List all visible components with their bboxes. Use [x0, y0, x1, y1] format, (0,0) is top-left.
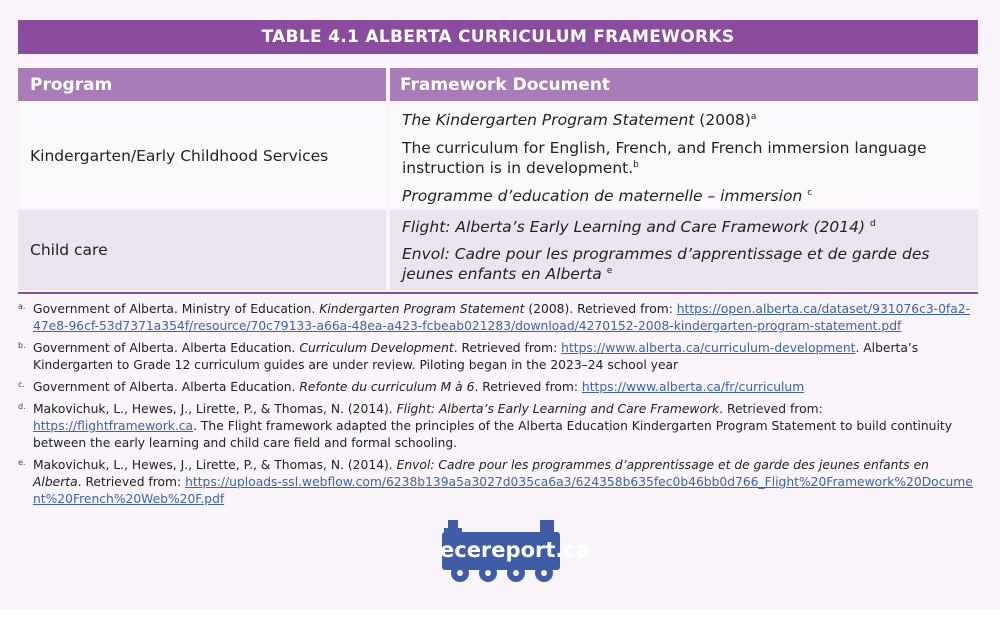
footnote-text: . Retrieved from:: [474, 380, 582, 394]
footnote-marker: c.: [18, 380, 25, 389]
program-label: Child care: [30, 241, 108, 259]
footnote-ref: d: [870, 218, 876, 229]
footnote-link[interactable]: https://www.alberta.ca/curriculum-development: [561, 341, 856, 355]
table-title: TABLE 4.1 ALBERTA CURRICULUM FRAMEWORKS: [18, 20, 978, 54]
footnote-ref: c: [807, 187, 813, 198]
footnote-text: Government of Alberta. Ministry of Education.: [33, 302, 320, 316]
row-child-care-program: [18, 210, 386, 290]
footnote-ref: e: [606, 265, 613, 276]
footnote-link[interactable]: https://open.alberta.ca/dataset/931076c3-0fa2-47e8-96cf-53d7371a354f/resource/70c79133-a66a-48ea-a423-fcbeab021283/download/4270152-2008-kindergarten-program-statement.pdf: [33, 302, 971, 333]
footnote-text: . Alberta’s Kindergarten to Grade 12 curriculum guides are under review. Piloting began in the 2023–24 school year: [33, 341, 919, 372]
footnote-title: Flight: Alberta’s Early Learning and Care Framework: [396, 402, 720, 416]
document-entry: [402, 110, 966, 130]
footnote-ref: a: [750, 111, 757, 122]
document-entry: [402, 138, 966, 178]
footnote-d: [18, 401, 973, 452]
footnote-text: Government of Alberta. Alberta Education.: [33, 341, 300, 355]
footnote-b: [18, 340, 973, 374]
document-year: (2008): [694, 111, 751, 129]
document-text: The curriculum for English, French, and French immersion language instruction is in development.: [402, 139, 927, 177]
row-kindergarten-program: [18, 104, 386, 208]
document-title: Flight: Alberta’s Early Learning and Care Framework (2014): [402, 218, 866, 236]
row-kindergarten-documents: [390, 104, 978, 208]
footnote-text: . The Flight framework adapted the principles of the Alberta Education Kindergarten Program Statement to build continuity between the early learning and child care field and formal schooling.: [33, 419, 952, 450]
table-bottom-rule: [18, 292, 978, 294]
footnotes: [18, 301, 973, 513]
footnote-title: Curriculum Development: [299, 341, 454, 355]
header-program: Program: [18, 68, 386, 101]
document-title: The Kindergarten Program Statement: [402, 111, 695, 129]
footnote-marker: e.: [18, 458, 26, 467]
document-title: Programme d’education de maternelle – immersion: [402, 187, 803, 205]
document-entry: [402, 186, 966, 206]
footnote-link[interactable]: https://uploads-ssl.webflow.com/6238b139a5a3027d035ca6a3/624358b635fec0b46bb0d766_Flight%20Framework%20Document%20French%20Web%20F.pdf: [33, 475, 973, 506]
footnote-text: Government of Alberta. Alberta Education.: [33, 380, 300, 394]
footnote-e: [18, 457, 973, 508]
footnote-marker: b.: [18, 341, 26, 350]
footnote-text: . Retrieved from:: [719, 402, 823, 416]
footnote-text: Makovichuk, L., Hewes, J., Lirette, P., & Thomas, N. (2014).: [33, 402, 397, 416]
footnote-ref: b: [633, 159, 639, 170]
footnote-title: Envol: Cadre pour les programmes d’apprentissage et de garde des jeunes enfants en Alberta: [33, 458, 929, 489]
footnote-c: [18, 379, 973, 396]
footnote-text: . Retrieved from:: [453, 341, 562, 355]
program-label: Kindergarten/Early Childhood Services: [30, 147, 329, 165]
footnote-text: (2008). Retrieved from:: [524, 302, 677, 316]
footnote-title: Kindergarten Program Statement: [319, 302, 525, 316]
footnote-link[interactable]: https://flightframework.ca: [33, 419, 194, 433]
document-title: Envol: Cadre pour les programmes d’apprentissage et de garde des jeunes enfants en Alberta: [402, 245, 930, 283]
footnote-marker: d.: [18, 402, 26, 411]
footnote-a: [18, 301, 973, 335]
row-child-care-documents: [390, 210, 978, 290]
document-entry: [402, 244, 966, 284]
logo-text: ecereport.ca: [440, 538, 590, 562]
footnote-text: Makovichuk, L., Hewes, J., Lirette, P., & Thomas, N. (2014).: [33, 458, 397, 472]
footnote-marker: a.: [18, 302, 26, 311]
footnote-title: Refonte du curriculum M à 6: [299, 380, 475, 394]
header-framework-document: Framework Document: [390, 68, 978, 101]
footnote-text: . Retrieved from:: [77, 475, 186, 489]
footnote-link[interactable]: https://www.alberta.ca/fr/curriculum: [581, 380, 805, 394]
document-entry: [402, 217, 966, 237]
